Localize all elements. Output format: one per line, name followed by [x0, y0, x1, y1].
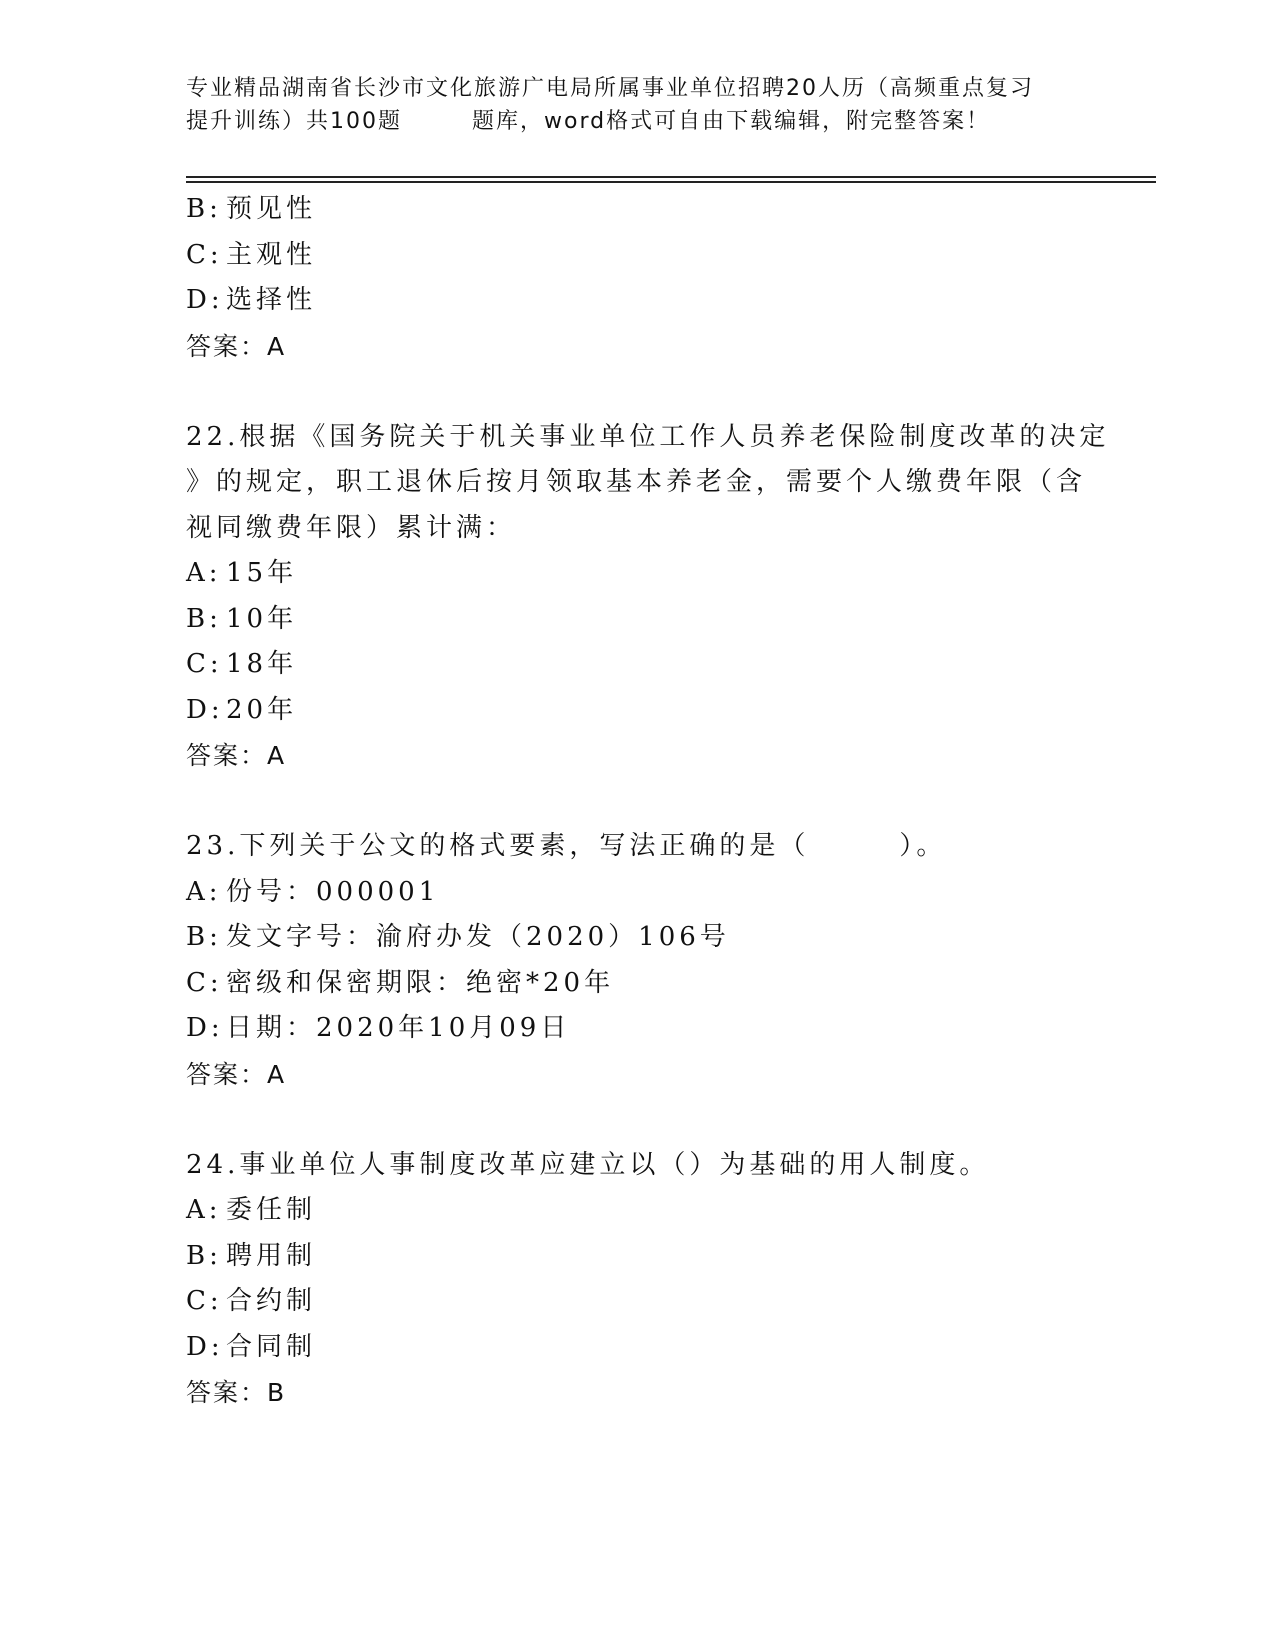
option-b: B: 发文字号：渝府办发（2020）106号	[186, 922, 730, 952]
question-23	[186, 824, 1086, 1097]
option-d: D:20年	[186, 694, 298, 725]
question-21-tail	[186, 187, 1086, 369]
question-22	[186, 415, 1110, 779]
header-divider-bottom	[186, 181, 1156, 183]
option-d: D:选择性	[186, 285, 317, 315]
option-c: C: 18年	[186, 649, 298, 679]
option-d: D:合同制	[186, 1331, 317, 1362]
answer: 答案：A	[186, 1059, 287, 1089]
question-text: 22.根据《国务院关于机关事业单位工作人员养老保险制度改革的决定	[186, 421, 1110, 452]
question-text: 24.事业单位人事制度改革应建立以（）为基础的用人制度。	[186, 1149, 990, 1180]
question-text: 》的规定，职工退休后按月领取基本养老金，需要个人缴费年限（含	[186, 467, 1087, 497]
page-header	[186, 72, 1086, 138]
answer: 答案：B	[186, 1378, 287, 1407]
option-b: B: 预见性	[186, 194, 317, 224]
question-24	[186, 1143, 1086, 1416]
option-a: A: 15年	[186, 558, 298, 588]
option-c: C: 密级和保密期限：绝密*20年	[186, 967, 615, 998]
question-text: 视同缴费年限）累计满：	[186, 512, 517, 543]
header-line-2-part-b: 题库，word格式可自由下载编辑，附完整答案！	[472, 109, 991, 134]
option-a: A: 份号：000001	[186, 876, 440, 907]
option-c: C: 主观性	[186, 239, 317, 270]
question-text: 23.下列关于公文的格式要素，写法正确的是（ ）。	[186, 831, 947, 861]
option-c: C: 合约制	[186, 1286, 317, 1316]
option-b: B: 聘用制	[186, 1240, 317, 1271]
header-line-2-part-a: 提升训练）共100题	[186, 109, 402, 134]
header-divider-top	[186, 176, 1156, 178]
question-list	[186, 187, 1110, 1416]
answer: 答案：A	[186, 741, 287, 770]
option-a: A: 委任制	[186, 1195, 317, 1225]
header-line-1: 专业精品湖南省长沙市文化旅游广电局所属事业单位招聘20人历（高频重点复习	[186, 76, 1034, 101]
header-line-2	[186, 105, 1086, 138]
option-b: B: 10年	[186, 603, 298, 634]
answer: 答案：A	[186, 331, 287, 361]
option-d: D:日期：2020年10月09日	[186, 1013, 571, 1043]
